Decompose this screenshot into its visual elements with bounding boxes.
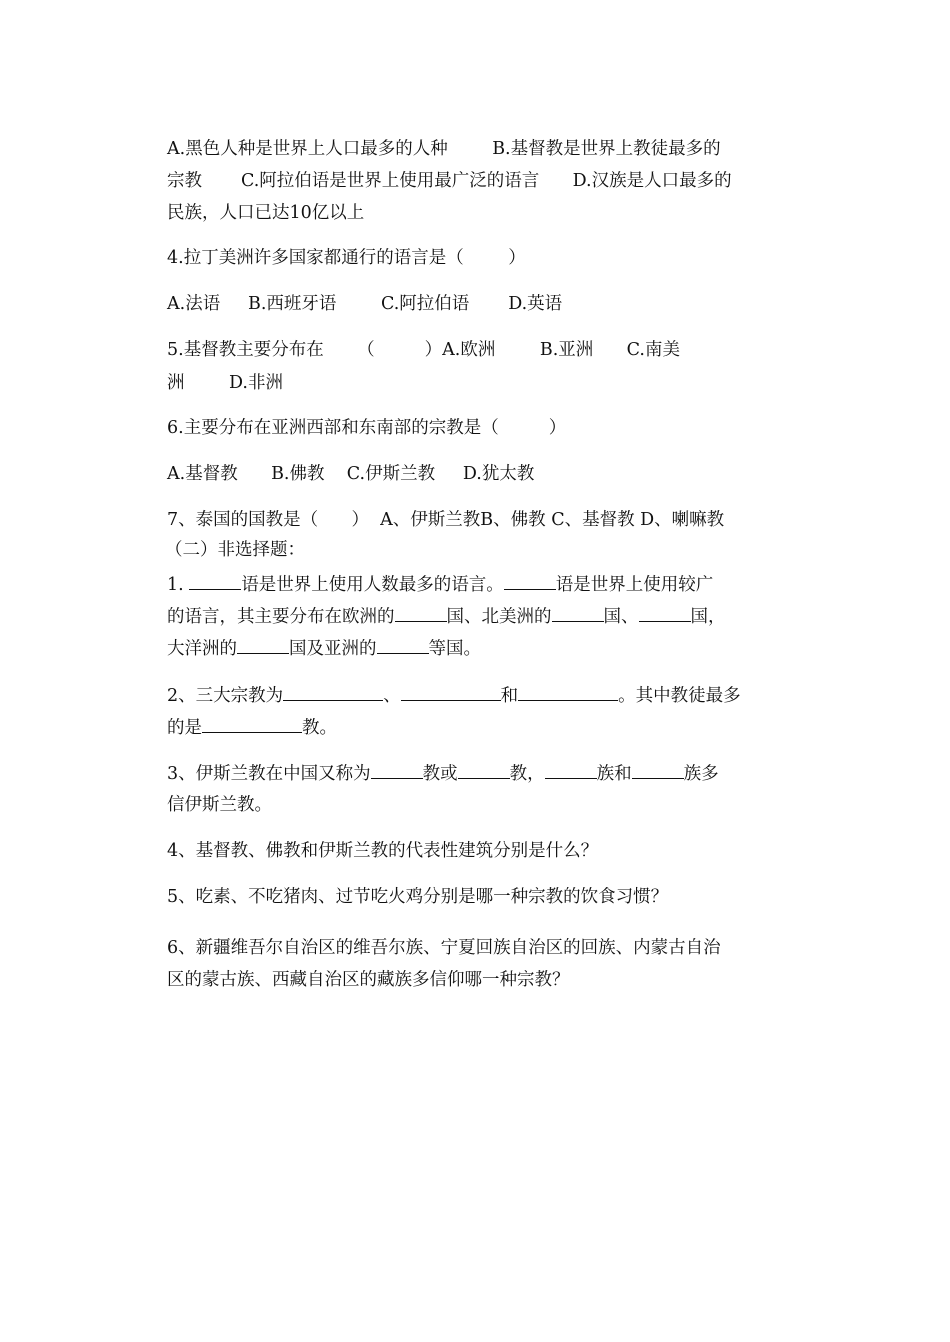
fill1-text: 国， (690, 607, 726, 627)
fill1-line2 (167, 605, 726, 628)
blank[interactable] (237, 637, 289, 654)
question-architecture: 4、基督教、佛教和伊斯兰教的代表性建筑分别是什么？ (167, 841, 599, 861)
fill1-text: 国、北美洲的 (446, 607, 552, 627)
fill3-text: 教或 (422, 764, 458, 784)
q4-options: A.法语 B.西班牙语 C.阿拉伯语 D.英语 (167, 294, 563, 314)
fill3-text: 族多 (683, 764, 719, 784)
fill3-text: 教， (509, 764, 545, 784)
fill1-text: 的语言，其主要分布在欧洲的 (167, 607, 395, 627)
q5-line1: 5.基督教主要分布在 （ ）A.欧洲 B.亚洲 C.南美 (167, 340, 680, 360)
fill1-text: 国、 (603, 607, 639, 627)
blank[interactable] (377, 637, 429, 654)
blank[interactable] (632, 762, 684, 779)
fill1-line1 (167, 573, 713, 596)
fill2-text: 。其中教徒最多 (618, 686, 741, 706)
blank[interactable] (283, 684, 383, 701)
blank[interactable] (545, 762, 597, 779)
q6-stem: 6.主要分布在亚洲西部和东南部的宗教是（ ） (167, 418, 567, 438)
blank[interactable] (189, 573, 241, 590)
fill1-text: 等国。 (428, 639, 481, 659)
fill2-text: 、 (383, 686, 401, 706)
fill2-text: 的是 (167, 718, 202, 738)
q7-line: 7、泰国的国教是（ ） A、伊斯兰教B、佛教 C、基督教 D、喇嘛教 (167, 510, 725, 530)
fill1-text: 国及亚洲的 (289, 639, 377, 659)
q3-options-line3: 民族，人口已达10亿以上 (167, 203, 365, 223)
fill1-text: 语是世界上使用较广 (555, 575, 714, 595)
blank[interactable] (371, 762, 423, 779)
question-diet: 5、吃素、不吃猪肉、过节吃火鸡分别是哪一种宗教的饮食习惯？ (167, 887, 669, 907)
fill3-text: 3、伊斯兰教在中国又称为 (167, 764, 371, 784)
fill2-text: 和 (500, 686, 519, 706)
fill1-line3 (167, 637, 481, 660)
fill1-text: 语是世界上使用人数最多的语言。 (241, 575, 504, 595)
q4-stem: 4.拉丁美洲许多国家都通行的语言是（ ） (167, 248, 526, 268)
fill1-number: 1. (167, 575, 190, 595)
q3-options-line2: 宗教 C.阿拉伯语是世界上使用最广泛的语言 D.汉族是人口最多的 (167, 171, 732, 191)
question-faith-line1: 6、新疆维吾尔自治区的维吾尔族、宁夏回族自治区的回族、内蒙古自治 (167, 938, 721, 958)
blank[interactable] (401, 684, 501, 701)
fill2-line2 (167, 716, 337, 739)
blank[interactable] (518, 684, 618, 701)
q6-options: A.基督教 B.佛教 C.伊斯兰教 D.犹太教 (167, 464, 535, 484)
fill1-text: 大洋洲的 (167, 639, 237, 659)
fill3-line1 (167, 762, 719, 785)
blank[interactable] (202, 716, 302, 733)
blank[interactable] (504, 573, 556, 590)
blank[interactable] (395, 605, 447, 622)
fill2-line1 (167, 684, 741, 707)
blank[interactable] (458, 762, 510, 779)
q5-line2: 洲 D.非洲 (167, 373, 283, 393)
fill2-text: 2、三大宗教为 (167, 686, 284, 706)
blank[interactable] (639, 605, 691, 622)
fill2-text: 教。 (302, 718, 337, 738)
q3-options-line1: A.黑色人种是世界上人口最多的人种 B.基督教是世界上教徒最多的 (167, 139, 721, 159)
fill3-line2: 信伊斯兰教。 (167, 795, 272, 815)
blank[interactable] (552, 605, 604, 622)
question-faith-line2: 区的蒙古族、西藏自治区的藏族多信仰哪一种宗教？ (167, 970, 570, 990)
fill3-text: 族和 (596, 764, 632, 784)
section2-title: （二）非选择题： (165, 540, 305, 560)
